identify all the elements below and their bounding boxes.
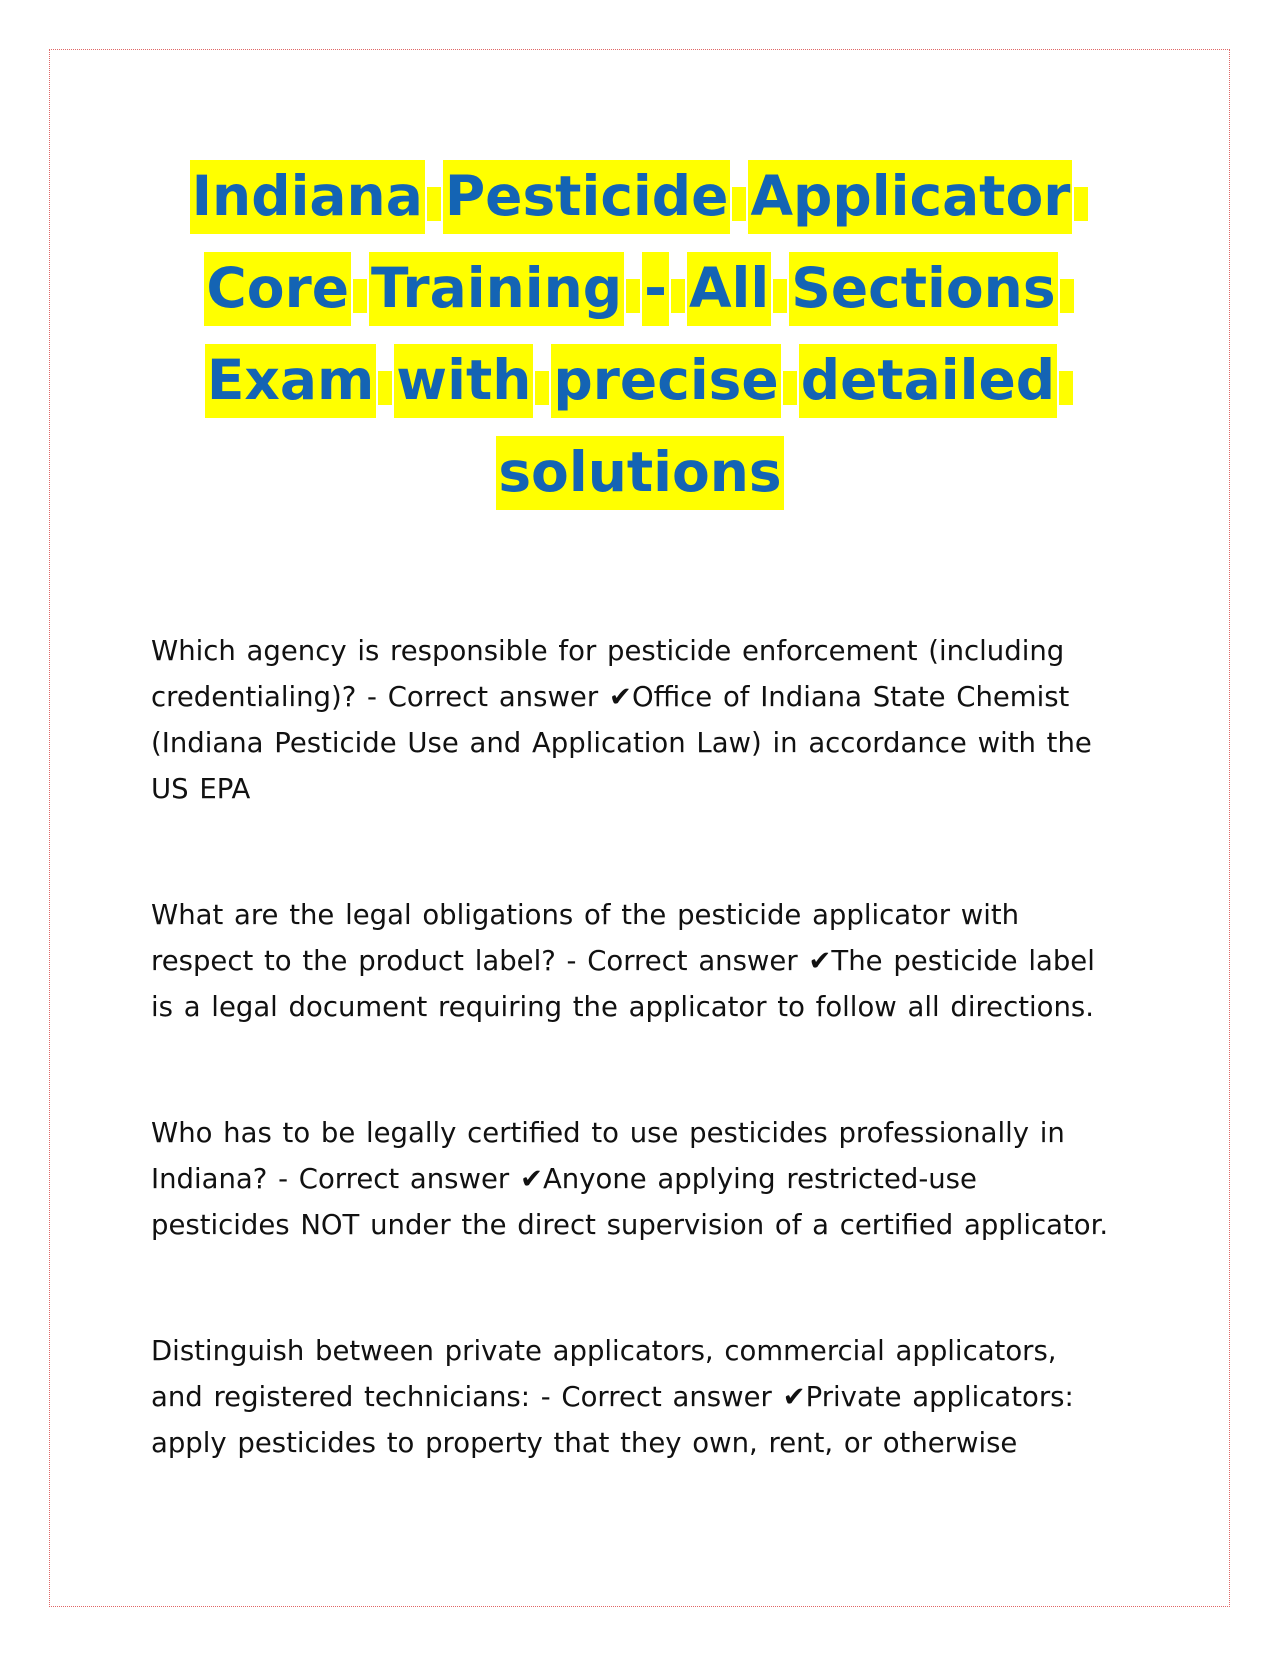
- highlight-gap: [378, 371, 392, 405]
- title-word: Pesticide: [443, 160, 731, 234]
- title-word: solutions: [496, 436, 783, 510]
- document-title: [120, 150, 1160, 518]
- qa-text-line: What are the legal obligations of the pesticide applicator with: [151, 899, 1020, 931]
- qa-text-line: Distinguish between private applicators, commercial applicators,: [151, 1335, 1057, 1367]
- highlight-gap: [671, 279, 685, 313]
- title-word: -: [642, 252, 669, 326]
- title-word: detailed: [799, 344, 1057, 418]
- qa-item: [151, 628, 1141, 812]
- qa-text-line: credentialing)? - Correct answer ✔Office of Indiana State Chemist: [151, 681, 1070, 713]
- qa-text-line: pesticides NOT under the direct supervision of a certified applicator.: [151, 1209, 1109, 1241]
- highlight-gap: [732, 187, 746, 221]
- qa-text-line: is a legal document requiring the applicator to follow all directions.: [151, 991, 1094, 1023]
- highlight-gap: [773, 279, 787, 313]
- title-line-4: [120, 426, 1160, 518]
- title-word: Indiana: [190, 160, 425, 234]
- title-word: Applicator: [748, 160, 1072, 234]
- qa-item: [151, 1328, 1141, 1466]
- qa-content: [151, 628, 1141, 1546]
- highlight-gap: [1074, 187, 1088, 221]
- qa-text-line: US EPA: [151, 773, 251, 805]
- qa-text-line: Who has to be legally certified to use pesticides professionally in: [151, 1117, 1065, 1149]
- title-line-3: [120, 334, 1160, 426]
- title-word: All: [687, 252, 771, 326]
- qa-text-line: Indiana? - Correct answer ✔Anyone applying restricted-use: [151, 1163, 977, 1195]
- qa-text-line: respect to the product label? - Correct answer ✔The pesticide label: [151, 945, 1095, 977]
- highlight-gap: [1060, 279, 1074, 313]
- title-word: Training: [369, 252, 624, 326]
- qa-text-line: (Indiana Pesticide Use and Application Law) in accordance with the: [151, 727, 1092, 759]
- qa-text-line: Which agency is responsible for pesticide enforcement (including: [151, 635, 1065, 667]
- title-line-2: [120, 242, 1160, 334]
- title-word: Exam: [205, 344, 376, 418]
- highlight-gap: [427, 187, 441, 221]
- qa-item: [151, 892, 1141, 1030]
- title-word: with: [394, 344, 533, 418]
- title-word: Core: [204, 252, 351, 326]
- highlight-gap: [783, 371, 797, 405]
- qa-text-line: apply pesticides to property that they own, rent, or otherwise: [151, 1427, 1018, 1459]
- highlight-gap: [626, 279, 640, 313]
- title-line-1: [120, 150, 1160, 242]
- qa-item: [151, 1110, 1141, 1248]
- highlight-gap: [1059, 371, 1073, 405]
- highlight-gap: [535, 371, 549, 405]
- qa-text-line: and registered technicians: - Correct answer ✔Private applicators:: [151, 1381, 1074, 1413]
- title-word: Sections: [789, 252, 1057, 326]
- highlight-gap: [353, 279, 367, 313]
- title-word: precise: [551, 344, 780, 418]
